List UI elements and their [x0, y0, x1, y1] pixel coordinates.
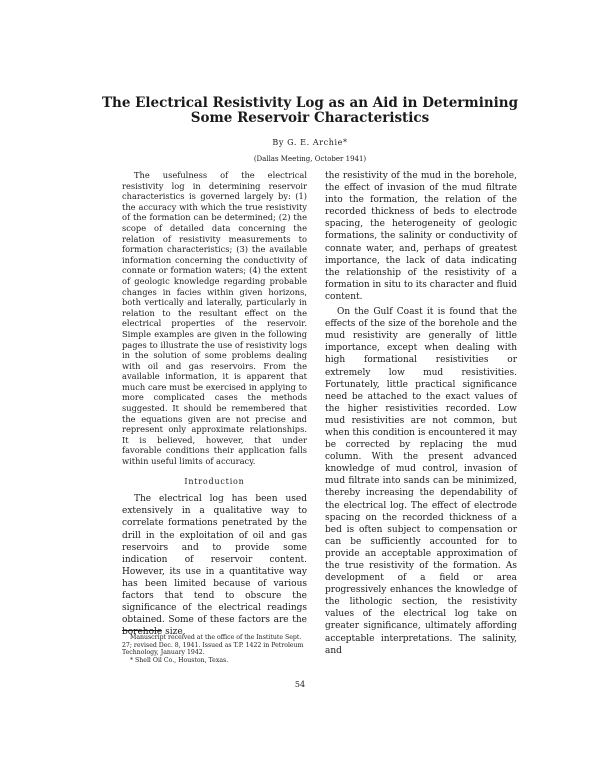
left-column	[122, 170, 307, 638]
intro-paragraph: The electrical log has been used extensively in a qualitative way to correlate formations penetrated by the drill in the exploitation of oil and gas reservoirs and to provide some indication of reservoir content. However, its use in a quantitative way has been limited because of various factors that tend to obscure the significance of the electrical readings obtained. Some of these factors are the borehole size,	[122, 494, 307, 638]
footnote-manuscript: Manuscript received at the office of the Institute Sept. 27; revised Dec. 8, 1941. Issued as T.P. 1422 in Petroleum Technology, January 1942.	[122, 634, 304, 657]
section-heading-introduction: Introduction	[184, 476, 245, 486]
footnotes	[122, 634, 307, 664]
footnote-divider	[122, 630, 162, 631]
right-column	[325, 170, 517, 657]
body-paragraph-gulf-coast: On the Gulf Coast it is found that the effects of the size of the borehole and the mud resistivity are generally of little importance, except when dealing with high formational resistivities or extremely low mud resistivities. Fortunately, little practical significance need be attached to the exact values of the higher resistivities recorded. Low mud resistivities are not common, but when this condition is encountered it may be corrected by replacing the mud column. With the present advanced knowledge of mud control, invasion of mud filtrate into sands can be minimized, thereby increasing the dependability of the electrical log. The effect of electrode spacing on the recorded thickness of a bed is often subject to compensation or can be sufficiently accounted for to provide an acceptable approximation of the true resistivity of the formation. As development of a field or area progressively enhances the knowledge of the lithologic section, the resistivity values of the electrical log take on greater significance, ultimately affording acceptable interpretations. The salinity, and	[325, 307, 517, 656]
paper-title: The Electrical Resistivity Log as an Aid in Determining Some Reservoir Characteristics	[101, 95, 519, 126]
meeting-line: (Dallas Meeting, October 1941)	[253, 155, 367, 163]
abstract-paragraph: The usefulness of the electrical resistivity log in determining reservoir characteristics is governed largely by: (1) the accuracy with which the true resistivity of the formation can be determined; (2) the scope of detailed data concerning the relation of resistivity measurements to formation characteristics; (3) the available information concerning the conductivity of connate or formation waters; (4) the extent of geologic knowledge regarding probable changes in facies within given horizons, both vertically and laterally, particularly in relation to the resultant effect on the electrical properties of the reservoir. Simple examples are given in the following pages to illustrate the use of resistivity logs in the solution of some problems dealing with oil and gas reservoirs. From the available information, it is apparent that much care must be exercised in applying to more complicated cases the methods suggested. It should be remembered that the equations given are not precise and represent only approximate relationships. It is believed, however, that under favorable conditions their application falls within useful limits of accuracy.	[122, 170, 307, 467]
author-line: By G. E. Archie*	[272, 138, 348, 147]
page-number: 54	[294, 680, 306, 689]
footnote-affiliation: * Shell Oil Co., Houston, Texas.	[130, 656, 229, 664]
body-paragraph-continued: the resistivity of the mud in the borehole, the effect of invasion of the mud filtrate into the formation, the relation of the recorded thickness of beds to electrode spacing, the heterogeneity of geologic formations, the salinity or conductivity of connate water, and, perhaps of greatest importance, the lack of data indicating the relationship of the resistivity of a formation in situ to its character and fluid content.	[325, 171, 517, 302]
